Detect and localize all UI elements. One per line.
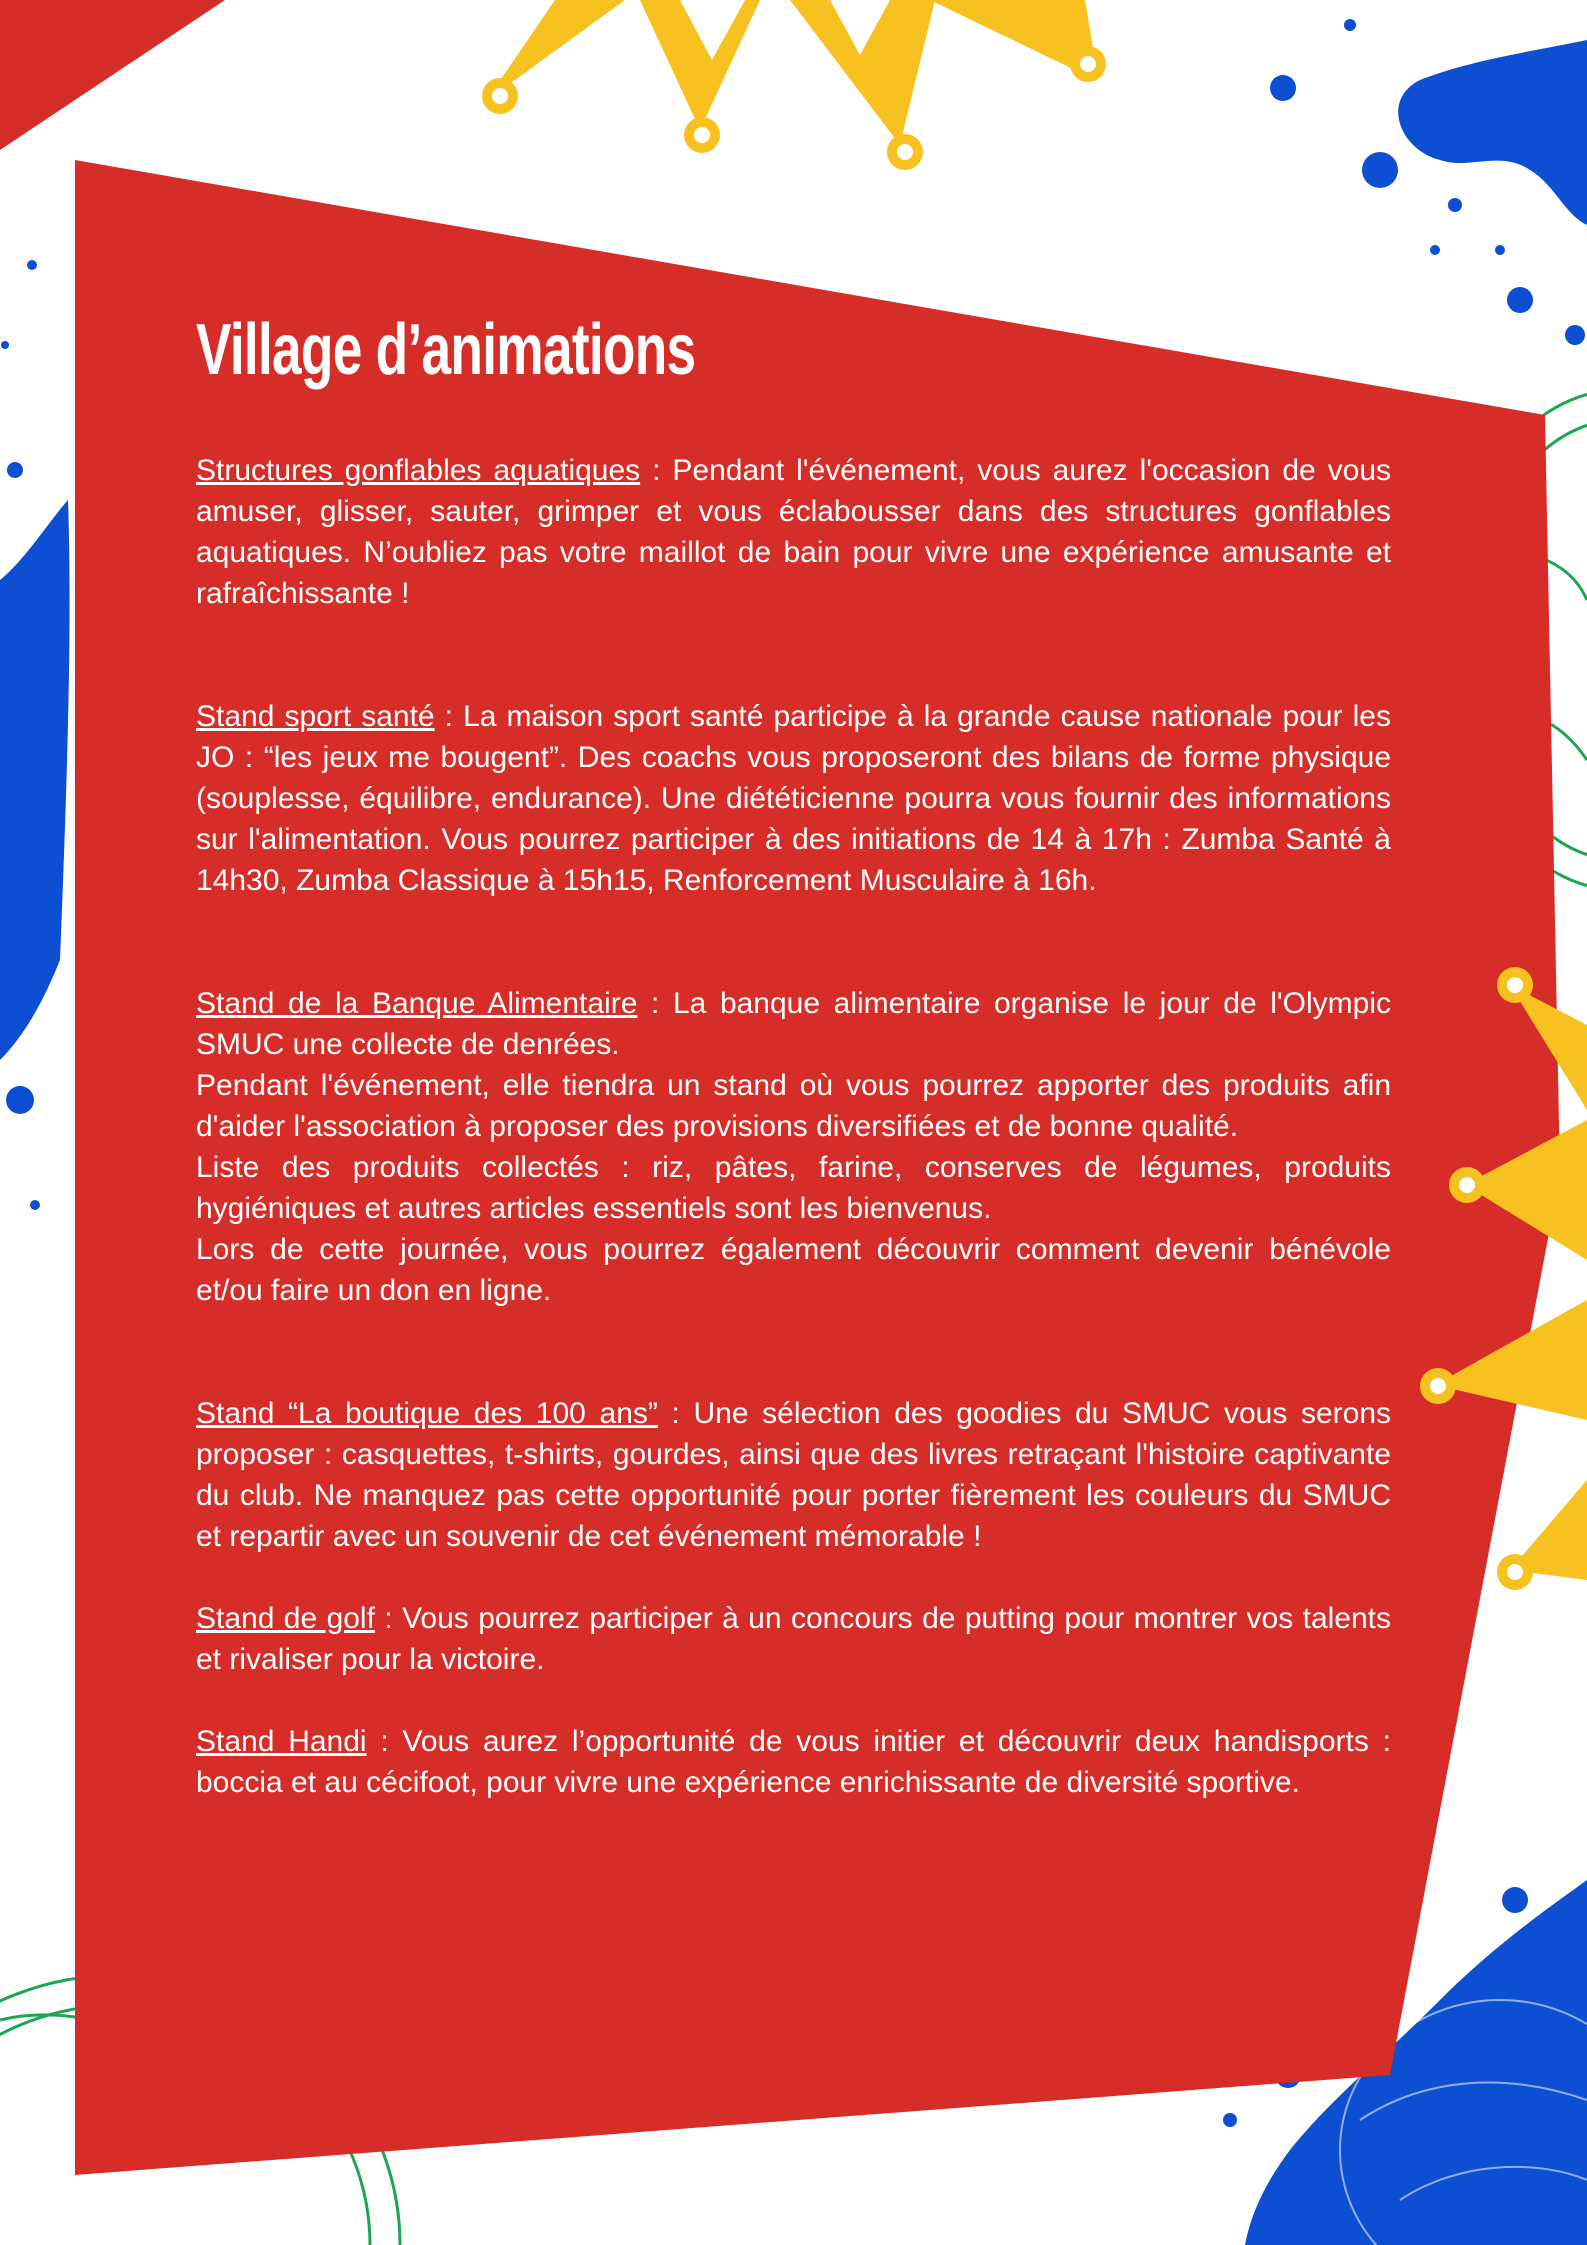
section-body: : Pendant l'événement, vous aurez l'occasion de vous amuser, glisser, sauter, grimper et vous éclabousser dans des structures gonflables aquatiques. N’oubliez pas votre maillot de bain pour vivre une expérience amusante et rafraîchissante ! — [196, 454, 1392, 610]
content-area — [196, 300, 1391, 1803]
section-heading: Stand de la Banque Alimentaire — [196, 987, 638, 1020]
section-heading: Stand sport santé — [196, 700, 435, 733]
section-sport-health — [196, 696, 1391, 901]
corner-red-triangle — [0, 0, 225, 150]
section-body: : La banque alimentaire organise le jour de l'Olympic SMUC une collecte de denrées. — [196, 987, 1391, 1061]
section-body: : La maison sport santé participe à la grande cause nationale pour les JO : “les jeux me bougent”. Des coachs vous proposeront des bilans de forme physique (souplesse, équilibre, endurance). Une diététicienne pourra vous fournir des informations sur l'alimentation. Vous pourrez participer à des initiations de 14 à 17h : Zumba Santé à 14h30, Zumba Classique à 15h15, Renforcement Musculaire à 16h. — [196, 700, 1391, 897]
section-paragraph: Liste des produits collectés : riz, pâtes, farine, conserves de légumes, produits hygiéniques et autres articles essentiels sont les bienvenus. — [196, 1151, 1391, 1225]
section-paragraph: Lors de cette journée, vous pourrez également découvrir comment devenir bénévole et/ou faire un don en ligne. — [196, 1233, 1391, 1307]
section-heading: Stand “La boutique des 100 ans” — [196, 1397, 658, 1430]
section-boutique — [196, 1393, 1391, 1557]
yellow-star-icon — [482, 0, 1106, 170]
section-heading: Stand Handi — [196, 1725, 367, 1758]
section-inflatables — [196, 450, 1391, 614]
section-body: : Une sélection des goodies du SMUC vous serons proposer : casquettes, t-shirts, gourdes, ainsi que des livres retraçant l'histoire captivante du club. Ne manquez pas cette opportunité pour porter fièrement les couleurs du SMUC et repartir avec un souvenir de cet événement mémorable ! — [196, 1397, 1392, 1553]
section-body: : Vous pourrez participer à un concours de putting pour montrer vos talents et rivaliser pour la victoire. — [196, 1602, 1391, 1676]
section-body: : Vous aurez l’opportunité de vous initier et découvrir deux handisports : boccia et au cécifoot, pour vivre une expérience enrichissante de diversité sportive. — [196, 1725, 1391, 1799]
page-title: Village d’animations — [196, 310, 696, 390]
section-heading: Stand de golf — [196, 1602, 375, 1635]
section-handi — [196, 1721, 1391, 1803]
section-paragraph: Pendant l'événement, elle tiendra un stand où vous pourrez apporter des produits afin d'aider l'association à proposer des provisions diversifiées et de bonne qualité. — [196, 1069, 1391, 1143]
section-golf — [196, 1598, 1391, 1680]
section-food-bank — [196, 983, 1391, 1311]
section-heading: Structures gonflables aquatiques — [196, 454, 641, 487]
